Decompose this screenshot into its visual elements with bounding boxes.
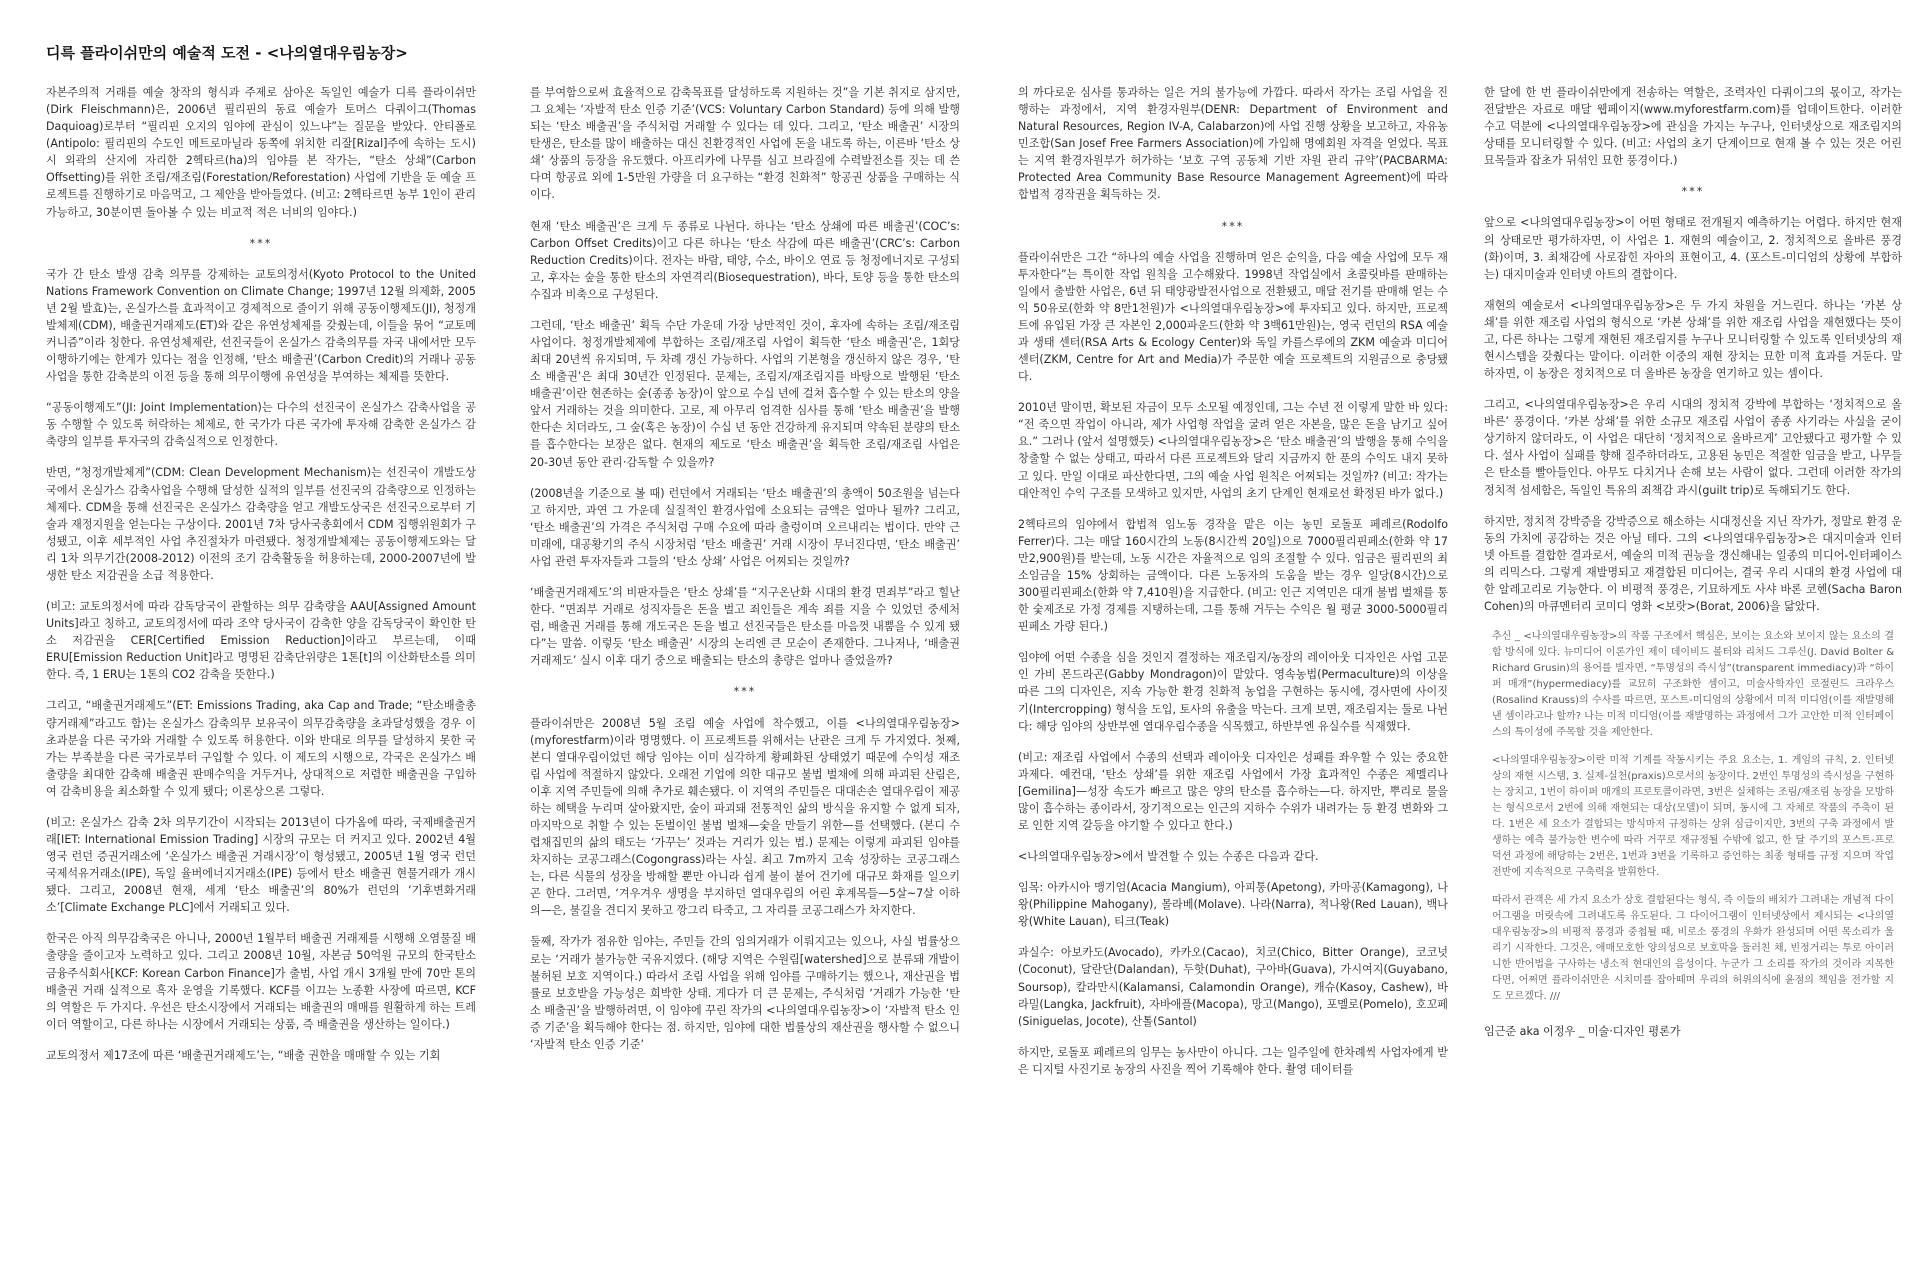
body-paragraph: 의 까다로운 심사를 통과하는 일은 거의 불가능에 가깝다. 따라서 작가는 조림 사업을 진행하는 과정에서, 지역 환경자원부(DENR: Department of Environment and Natural Resources, Region IV-A, Calabarzon)에 사업 진행 상황을 보고하고, 자유농민조합(San Josef Free Farmers Association)에 가입해 명예회원 자격을 얻었다. 목표는 지역 환경자원부가 허가하는 ‘보호 구역 공동체 기반 자원 관리 규약’(PACBARMA: Protected Area Community Base Resource Management Agreement)에 따라 합법적 경작권을 획득하는 것. xyxy=(1018,86,1448,202)
body-paragraph: <나의열대우림농장>에서 발견할 수 있는 수종은 다음과 같다. xyxy=(1018,850,1319,864)
body-paragraph: 그리고, <나의열대우림농장>은 우리 시대의 정치적 강박에 부합하는 ‘정치적으로 올바른’ 풍경이다. ‘카본 상쇄’를 위한 소규모 재조림 사업이 종종 사기라는 사실을 굳이 상기하지 않더라도, 이 사업은 대단히 ‘정치적으로 올바르게’ 고안됐다고 평가할 수 있다. 설사 사업이 실패를 향해 질주하더라도, 고용된 농민은 적절한 임금을 받고, 나무들은 탄소를 빨아들인다. 아무도 다치거나 손해 보는 사람이 없다. 그런데 이러한 작가의 정치적 섬세함은, 독일인 특유의 죄책감 과시(guilt trip)로 독해되기도 한다. xyxy=(1484,398,1902,497)
author-credit: 임근준 aka 이정우 _ 미술·디자인 평론가 xyxy=(1484,1025,1681,1039)
page-title: 디륵 플라이쉬만의 예술적 도전 - <나의열대우림농장> xyxy=(46,44,408,62)
body-paragraph: 2헥타르의 임야에서 합법적 임노동 경작을 맡은 이는 농민 로돌포 페레르(Rodolfo Ferrer)다. 그는 매달 160시간의 노동(8시간씩 20일)으로 7000필리핀페소(한화 약 17만2,900원)를 받는데, 노동 시간은 자율적으로 임의 조절할 수 있다. 임금은 필리핀의 최소임금을 15% 상회하는 금액이다. 다른 노동자의 도움을 받는 경우 일당(8시간)으로 300필리핀페소(한화 약 7,410원)을 지급한다. (비고: 인근 지역민은 대개 불법 벌채를 통한 숯제조로 가정 경제를 지탱하는데, 그를 통해 거두는 수익은 월 평균 3000-5000필리핀페소 가량 된다.) xyxy=(1018,517,1448,634)
body-paragraph: 둘째, 작가가 점유한 임야는, 주민들 간의 임의거래가 이뤄지고는 있으나, 사실 법률상으로는 ‘거래가 불가능한 국유지였다. (해당 지역은 수원림[watershed]으로 분류돼 개발이 불허된 보호 지역이다.) 따라서 조림 사업을 위해 임야를 구매하기는 했으나, 재산권을 법률로 보호받을 가능성은 희박한 상태. 게다가 더 큰 문제는, 주식처럼 ‘거래가 가능한 ‘탄소 배출권’을 발행하려면, 이 임야에 꾸린 작가의 <나의열대우림농장>이 ‘자발적 탄소 인증 기준’을 획득해야 한다는 점. 하지만, 임야에 대한 법률상의 재산권을 행사할 수 없으니 ‘자발적 탄소 인증 기준’ xyxy=(530,935,960,1051)
text-column-3 xyxy=(1018,84,1448,1092)
body-paragraph: 한국은 아직 의무감축국은 아니나, 2000년 1월부터 배출권 거래제를 시행해 오염물질 배출량을 줄이고자 노력하고 있다. 그리고 2008년 10월, 자본금 50억원 규모의 한국탄소금융주식회사[KCF: Korean Carbon Finance]가 출범, 사업 개시 3개월 만에 70만 톤의 배출권 거래 실적으로 흑자 운영을 기록했다. KCF를 이끄는 노종환 사장에 따르면, KCF의 역할은 두 가지다. 우선은 탄소시장에서 거래되는 배출권의 매매를 원활하게 하는 트레이더 역할이고, 다른 하나는 시장에서 거래되는 상품, 즉 배출권을 생산하는 일이다.) xyxy=(46,932,476,1031)
body-paragraph: 한 달에 한 번 플라이쉬만에게 전송하는 역할은, 조력자인 다쿼이그의 몫이고, 작가는 전달받은 자료로 매달 웹페이지(www.myforestfarm.com)를 업데이트한다. 이러한 수고 덕분에 <나의열대우림농장>에 관심을 가지는 누구나, 인터넷상으로 재조림지의 상태를 모니터링할 수 있다. (비고: 사업의 초기 단계이므로 현재 볼 수 있는 것은 어린 묘목들과 잡초가 뒤섞인 묘한 풍경이다.) xyxy=(1484,86,1902,168)
section-divider: *** xyxy=(249,236,273,250)
postscript-paragraph: <나의열대우림농장>이란 미적 기계를 작동시키는 주요 요소는, 1. 게임의 규칙, 2. 인터넷 상의 재현 시스템, 3. 실제-실천(praxis)으로서의 농장이다. 2번인 투명성의 즉시성을 구현하는 장치고, 1번이 하이퍼 매개의 프로토콜이라면, 3번은 실체하는 조림/재조림 농장을 모방하는 형식으로서 2번에 의해 재현되는 대상(모델)이 되며, 동시에 그 자체로 작품의 주축이 된다. 1번은 세 요소가 결합되는 방식마저 규정하는 상위 심급이지만, 3번의 구축 과정에서 발생하는 예측 불가능한 변수에 따라 거꾸로 재규정될 수밖에 없고, 한 달 주기의 포스트-프로덕션 과정에 해당하는 2번은, 1번과 3번을 기록하고 증언하는 최종 형태를 규정 지으며 작업 전반에 지속적으로 구축력을 발휘한다. xyxy=(1492,755,1894,879)
body-paragraph: 앞으로 <나의열대우림농장>이 어떤 형태로 전개될지 예측하기는 어렵다. 하지만 현재의 상태로만 평가하자면, 이 사업은 1. 재현의 예술이고, 2. 정치적으로 올바른 풍경(화)이며, 3. 최채감에 사로잡힌 자아의 표현이고, 4. (포스트-미디엄의 상황에 부합하는) 대지미술과 인터넷 아트의 결합이다. xyxy=(1484,216,1902,281)
section-divider: *** xyxy=(733,685,757,699)
postscript-paragraph: 따라서 관객은 세 가지 요소가 상호 결합된다는 형식, 즉 이들의 배치가 그려내는 개념적 다이어그램을 머릿속에 그려내도록 유도된다. 그 다이어그램이 인터넷상에서 제시되는 <나의열대우림농장>의 비평적 풍경과 중첩될 때, 비로소 풍경의 우화가 완성되며 어떤 목소리가 울리기 시작한다. 그것은, 애매모호한 양의성으로 보호막을 둘러친 채, 빈정거리는 투로 아이러니한 반어법을 구사하는 냉소적 현대인의 음성이다. 누군가 그 소리를 작가의 것이라 지목한다면, 어쩌면 플라이쉬만은 시치미를 잡아떼며 우리의 허위의식에 윤점의 책임을 전가할 지도 모르겠다. /// xyxy=(1492,895,1894,1003)
body-paragraph: 하지만, 로돌포 페레르의 임무는 농사만이 아니다. 그는 일주일에 한차례씩 사업자에게 받은 디지털 사진기로 농장의 사진을 찍어 기록해야 한다. 촬영 데이터를 xyxy=(1018,1045,1448,1076)
text-column-1 xyxy=(46,84,476,1078)
postscript-note xyxy=(1484,629,1902,1005)
body-paragraph: 플라이쉬만은 그간 “하나의 예술 사업을 진행하며 얻은 순익을, 다음 예술 사업에 모두 재투자한다”는 특이한 작업 원칙을 고수해왔다. 1998년 작업실에서 초콜릿바를 판매하는 일에서 출발한 사업은, 6년 뒤 태양광발전사업으로 전환됐고, 매달 전기를 판매해 얻는 수익 50유로(한화 약 8만1천원)가 <나의열대우림농장>에 투자되고 있다. 하지만, 프로젝트에 유입된 가장 큰 자본인 2,000파운드(한화 약 3백61만원)는, 영국 런던의 RSA 예술과 생태 센터(RSA Arts & Ecology Center)와 독일 카를스루에의 ZKM 예술과 미디어 센터(ZKM, Centre for Art and Media)가 주문한 예술 프로젝트의 지원금으로 충당됐다. xyxy=(1018,250,1448,384)
body-paragraph: 2010년 말이면, 확보된 자금이 모두 소모될 예정인데, 그는 수년 전 이렇게 말한 바 있다: “전 죽으면 작업이 아니라, 제가 사업형 작업을 굴려 얻은 자본을, 많은 돈을 남기고 싶어요.” 그러나 (앞서 설명했듯) <나의열대우림농장>은 ‘탄소 배출권’의 발행을 통해 수익을 창출할 수 없는 상태고, 따라서 다른 프로젝트와 달리 지금까지 한 푼의 수익도 내지 못하고 있다. 만일 이대로 파산한다면, 그의 예술 사업 원칙은 어찌되는 것일까? (비고: 작가는 대안적인 수익 구조를 모색하고 있지만, 사업의 초기 단계인 현재로선 확정된 바가 없다.) xyxy=(1018,401,1448,500)
body-paragraph: 하지만, 정치적 강박증을 강박증으로 해소하는 시대정신을 지닌 작가가, 정말로 환경 운동의 가치에 공감하는 것은 아닐 테다. 그의 <나의열대우림농장>은 대지미술과 인터넷 아트를 결합한 결과로서, 예술의 미적 권능을 갱신해내는 일종의 미디어-인터페이스의 리믹스다. 그렇게 재발명되고 재결합된 미디어는, 결국 우리 시대의 환경 사업에 대한 알레고리로 기능한다. 이 비평적 풍경은, 기묘하게도 사샤 바론 코헨(Sacha Baron Cohen)의 마큐멘터리 코미디 영화 <보랏>(Borat, 2006)을 닮았다. xyxy=(1484,514,1902,614)
body-paragraph: 재현의 예술로서 <나의열대우림농장>은 두 가지 차원을 거느린다. 하나는 ‘카본 상쇄’를 위한 재조림 사업의 형식으로 ‘카본 상쇄’를 위한 재조림 사업을 재현했다는 뜻이고, 다른 하나는 그렇게 재현된 재조림지를 누구나 모니터링할 수 있도록 인터넷상의 재현시스템을 갖췄다는 말이다. 이러한 이중의 재현 장치는 묘한 미적 효과를 거둔다. 말하자면, 이 농장은 정치적으로 더 올바른 농장을 연기하고 있는 셈이다. xyxy=(1484,298,1902,381)
body-paragraph: 를 부여함으로써 효율적으로 감축목표를 달성하도록 지원하는 것”을 기본 취지로 삼지만, 그 요체는 ‘자발적 탄소 인증 기준’(VCS: Voluntary Carbon Standard) 등에 의해 발행되는 ‘탄소 배출권’을 주식처럼 거래할 수 있다는 데 있다. 그리고, ‘탄소 배출권’ 시장의 탄생은, 탄소를 많이 배출하는 대신 친환경적인 사업에 돈을 내도록 하는, 이른바 ‘탄소 상쇄’ 상품의 등장을 유도했다. 아프리카에 나무를 심고 브라질에 수력발전소를 짓는 데 쓴다며 항공료 외에 1-5만원 가량을 더 요구하는 “환경 친화적” 항공권 상품을 구매하는 식이다. xyxy=(530,86,960,202)
postscript-paragraph: 추신 _ <나의열대우림농장>의 작품 구조에서 핵심은, 보이는 요소와 보이지 않는 요소의 결합 방식에 있다. 뉴미디어 이론가인 제이 데이비드 볼터와 리처드 그루신(J. David Bolter & Richard Grusin)의 용어를 빌자면, “투명성의 즉시성”(transparent immediacy)과 “하이퍼 매개”(hypermediacy)를 교묘히 구조화한 셈이고, 미술사학자인 로절린드 크라우스(Rosalind Krauss)의 수사를 따르면, 포스트-미디엄의 상황에서 미적 미디엄(이를 재발명해낸 셈이라고나 할까? 나는 미적 미디엄(이를 재발명하는 과정에서 그가 고안한 미적 인터페이스의 특이성에 주목할 것을 제안한다. xyxy=(1492,631,1894,739)
body-paragraph: 교토의정서 제17조에 따른 ‘배출권거래제도’는, “배출 권한을 매매할 수 있는 기회 xyxy=(46,1048,441,1062)
body-paragraph: “공동이행제도”(JI: Joint Implementation)는 다수의 선진국이 온실가스 감축사업을 공동 수행할 수 있도록 허락하는 체제로, 한 국가가 다른 국가에 투자해 감축한 온실가스 감축량의 일부를 투자국의 감축실적으로 인정한다. xyxy=(46,401,476,449)
body-paragraph: (비고: 온실가스 감축 2차 의무기간이 시작되는 2013년이 다가옴에 따라, 국제배출권거래[IET: International Emission Trading] 시장의 규모는 더 커지고 있다. 2002년 4월 영국 런던 증권거래소에 ‘온실가스 배출권 거래시장’이 형성됐고, 2005년 1월 영국 런던국제석유거래소(IPE), 독일 율버에너지거래소(IPE) 등에서 탄소 배출권 현물거래가 개시됐다. 그리고, 2008년 현재, 세계 ‘탄소 배출권’의 80%가 런던의 ‘기후변화거래소’[Climate Exchange PLC]에서 거래되고 있다. xyxy=(46,815,476,915)
body-paragraph: 국가 간 탄소 발생 감축 의무를 강제하는 교토의정서(Kyoto Protocol to the United Nations Framework Convention on Climate Change; 1997년 12월 의제화, 2005년 2월 발효)는, 온실가스를 효과적이고 경제적으로 줄이기 위해 공동이행제도(JI), 청정개발체제(CDM), 배출권거래제도(ET)와 같은 유연성체제를 갖췄는데, 이들을 묶어 “교토메커니즘”이라 칭한다. 유연성체제란, 선진국들이 온실가스 감축의무를 자국 내에서만 모두 이행하기에는 한계가 있다는 점을 인정해, ‘탄소 배출권’(Carbon Credit)의 거래나 공동사업을 통한 감축분의 이전 등을 통해 의무이행에 유연성을 부여하는 체제를 뜻한다. xyxy=(46,267,476,384)
body-paragraph: (비고: 재조림 사업에서 수종의 선택과 레이아웃 디자인은 성패를 좌우할 수 있는 중요한 과제다. 예컨대, ‘탄소 상쇄’를 위한 재조림 사업에서 가장 효과적인 수종은 제멜리나[Gemilina]—성장 속도가 빠르고 많은 양의 탄소를 흡수하는—다. 하지만, 뿌리로 물을 많이 흡수하는 종이라서, 장기적으로는 인근의 지하수 수위가 내려가는 등 환경 변화와 그로 인한 지역 갈등을 야기할 수 있다고 한다.) xyxy=(1018,750,1448,832)
section-divider: *** xyxy=(1681,185,1705,199)
body-paragraph: 자본주의적 거래를 예술 창작의 형식과 주제로 삼아온 독일인 예술가 디륵 플라이쉬만(Dirk Fleischmann)은, 2006년 필리핀의 동료 예술가 토머스 다쿼이그(Thomas Daquioag)로부터 “필리핀 오지의 임야에 관심이 있느냐”는 질문을 받았다. 안티폴로(Antipolo: 필리핀의 수도인 메트로마닐라 동쪽에 위치한 리잘[Rizal]주에 속하는 도시)시 외곽의 산지에 자리한 2헥타르(ha)의 임야를 본 작가는, “탄소 상쇄”(Carbon Offsetting)를 위한 조림/재조림(Forestation/Reforestation) 사업에 기반을 둔 예술 프로젝트를 진행하기로 마음먹고, 그 제안을 받아들였다. (비고: 2헥타르면 농부 1인이 관리 가능하고, 30분이면 돌아볼 수 있는 비교적 적은 너비의 임야다.) xyxy=(46,86,476,219)
body-paragraph: 과실수: 아보카도(Avocado), 카카오(Cacao), 치코(Chico, Bitter Orange), 코코넛(Coconut), 달란단(Dalandan), 두핫(Duhat), 구아바(Guava), 가시여지(Guyabano, Soursop), 칼라만시(Kalamansi, Calamondin Orange), 캐슈(Kasoy, Cashew), 바라밀(Langka, Jackfruit), 자바애플(Macopa), 망고(Mango), 포멜로(Pomelo), 호꼬페(Siniguelas, Jocote), 산톨(Santol) xyxy=(1018,946,1448,1028)
body-paragraph: 임야에 어떤 수종을 심을 것인지 결정하는 재조림지/농장의 레이아웃 디자인은 사업 고문인 가비 몬드라곤(Gabby Mondragon)이 맡았다. 영속농법(Permaculture)의 이상을 따른 그의 디자인은, 지속 가능한 환경 친화적 농업을 구현하는 동시에, 경사면에 사이짓기(Intercropping) 형식을 도입, 토사의 유출을 막는다. 크게 보면, 재조림지는 둘로 나뉜다: 해당 임야의 상반부엔 열대우림수종을 식목했고, 하반부엔 유실수를 식재했다. xyxy=(1018,651,1448,733)
body-paragraph: 그리고, “배출권거래제도”(ET: Emissions Trading, aka Cap and Trade; “탄소배출총량거래제”라고도 함)는 온실가스 감축의무 보유국이 의무감축량을 초과달성했을 경우 이 초과분을 다른 국가와 거래할 수 있도록 허용한다. 이와 반대로 의무를 달성하지 못한 국가는 부족분을 다른 국가로부터 구입할 수 있다. 이 제도의 시행으로, 각국은 온실가스 배출량을 최대한 감축해 배출권 판매수익을 거두거나, 상대적으로 저렴한 배출권을 구입하여 감축비용을 최소화할 수 있게 됐다; 이론상으론 그렇다. xyxy=(46,699,476,798)
body-paragraph: 현재 ‘탄소 배출권’은 크게 두 종류로 나뉜다. 하나는 ‘탄소 상쇄에 따른 배출권’(COC’s: Carbon Offset Credits)이고 다른 하나는 ‘탄소 삭감에 따른 배출권’(CRC’s: Carbon Reduction Credits)이다. 전자는 바람, 태양, 수소, 바이오 연료 등 청정에너지로 구성되고, 후자는 숲을 통한 탄소의 자연격리(Biosequestration), 바다, 토양 등을 통한 탄소의 수집과 비축으로 구성된다. xyxy=(530,219,960,301)
body-paragraph: 임목: 아카시아 맹기엄(Acacia Mangium), 아피통(Apetong), 카마공(Kamagong), 나왕(Philippine Mahogany), 몰라베(Molave). 나라(Narra), 적나왕(Red Lauan), 백나왕(White Lauan), 티크(Teak) xyxy=(1018,881,1448,929)
text-column-2 xyxy=(530,84,960,1067)
body-paragraph: 플라이쉬만은 2008년 5월 조림 예술 사업에 착수했고, 이를 <나의열대우림농장>(myforestfarm)이라 명명했다. 이 프로젝트를 위해서는 난관은 크게 두 가지였다. 첫째, 본디 열대우림이었던 해당 임야는 이미 심각하게 황폐화된 상태였기 때문에 수익성 재조림 사업에 적절하지 않았다. 오래전 기업에 의한 대규모 불법 벌채에 의해 파괴된 산림은, 이후 지역 주민들에 의해 추가로 훼손됐다. 이 지역의 주민들은 대대손손 열대우림이 제공하는 혜택을 누리며 살아왔지만, 숲이 파괴돼 전통적인 삶의 방식을 유지할 수 없게 되자, 마지막으로 취할 수 있는 돈벌이인 불법 벌채—숯을 만들기 위한—를 선택했다. (본디 수렵채집민의 삶의 태도는 ‘가꾸는’ 것과는 거리가 있는 법.) 문제는 이렇게 파괴된 임야를 차지하는 코공그래스(Cogongrass)라는 사실. 최고 7m까지 고속 성장하는 코공그래스는, 다른 식물의 성장을 방해할 뿐만 아니라 쉽게 불이 붙어 건기에 대규모 화재를 일으키곤 한다. 그러면, ‘겨우겨우 생명을 부지하던 열대우림의 어린 후계목들—5살~7살 이하의—은, 불길을 견디지 못하고 깡그리 타죽고, 그 자리를 코공그래스가 차지한다. xyxy=(530,716,960,918)
body-paragraph: 그런데, ‘탄소 배출권’ 획득 수단 가운데 가장 낭만적인 것이, 후자에 속하는 조림/재조림 사업이다. 청정개발체제에 부합하는 조림/재조림 사업이 획득한 ‘탄소 배출권’은, 1회당 최대 20년씩 유지되며, 두 차례 갱신 가능하다. 사업의 기본형을 갱신하지 않은 경우, ‘탄소 배출권’은 최대 30년간 인정된다. 문제는, 조림지/재조림지를 바탕으로 발행된 ‘탄소 배출권’이란 현존하는 숲(종종 농장)이 앞으로 수십 년에 걸쳐 흡수할 수 있는 탄소의 양을 앞서 거래하는 것을 의미한다. 고로, 제 아무리 엄격한 심사를 통해 ‘탄소 배출권’을 발행한다손 치더라도, 그 숲(혹은 농장)이 수십 년 동안 건강하게 유지되며 약속된 분량의 탄소를 흡수한다는 보장은 없다. 현재의 제도로 ‘탄소 배출권’을 획득한 조림/재조림 사업은 20-30년 동안 관리·감독할 수 있을까? xyxy=(530,318,960,469)
body-paragraph: (비고: 교토의정서에 따라 감독당국이 관할하는 의무 감축량을 AAU[Assigned Amount Units]라고 칭하고, 교토의정서에 따라 조약 당사국이 감축한 양을 감독당국이 확인한 탄소 저감권을 CER[Certified Emission Reduction]이라고 부르는데, 이때 ERU[Emission Reduction Unit]라고 명명된 감축단위량은 1톤[t]의 이산화탄소를 의미한다. 즉, 1 ERU는 1톤의 CO2 감축을 뜻한다.) xyxy=(46,600,476,682)
section-divider: *** xyxy=(1221,219,1245,233)
body-paragraph: ‘배출권거래제도’의 비판자들은 ‘탄소 상쇄’를 “지구온난화 시대의 환경 면죄부”라고 힐난한다. “면죄부 거래로 성직자들은 돈을 벌고 죄인들은 계속 죄를 지을 수 있었던 중세처럼, 배출권 거래를 통해 개도국은 돈을 벌고 선진국들은 탄소를 마음껏 내뿜을 수 있게 됐다”는 말씀. 이렇듯 ‘탄소 배출권’ 시장의 논리엔 큰 모순이 존재한다. 그나저나, ‘배출권거래제도’ 실시 이후 대기 중으로 배출되는 탄소의 총량은 얼마나 줄었을까? xyxy=(530,586,960,668)
body-paragraph: 반면, “청정개발체계”(CDM: Clean Development Mechanism)는 선진국이 개발도상국에서 온실가스 감축사업을 수행해 달성한 실적의 일부를 선진국의 감축량으로 인정하는 체제다. CDM을 통해 선진국은 온실가스 감축량을 얻고 개발도상국은 선진국으로부터 기술과 재정지원을 얻는다는 구상이다. 2001년 7차 당사국총회에서 CDM 집행위원회가 구성됐고, 이후 세부적인 사업 추진절차가 마련됐다. 청정개발체제는 공동이행제도와는 달리 1차 의무기간(2008-2012) 이전의 조기 감축활동을 허용하는데, 2000-2007년에 발생한 탄소 저감권을 소급 적용한다. xyxy=(46,466,476,582)
text-column-4 xyxy=(1484,84,1902,1040)
body-paragraph: (2008년을 기준으로 볼 때) 런던에서 거래되는 ‘탄소 배출권’의 총액이 50조원을 넘는다고 하지만, 과연 그 가운데 실질적인 환경사업에 소요되는 금액은 얼마나 될까? 그리고, ‘탄소 배출권’의 가격은 주식처럼 구매 수요에 따라 출렁이며 오르내리는 법이다. 만약 근미래에, 대공황기의 주식 시장처럼 ‘탄소 배출권’ 거래 시장이 무너진다면, ‘탄소 배출권’ 사업 관련 투자자들과 그들의 ‘탄소 상쇄’ 사업은 어찌되는 것일까? xyxy=(530,486,960,568)
